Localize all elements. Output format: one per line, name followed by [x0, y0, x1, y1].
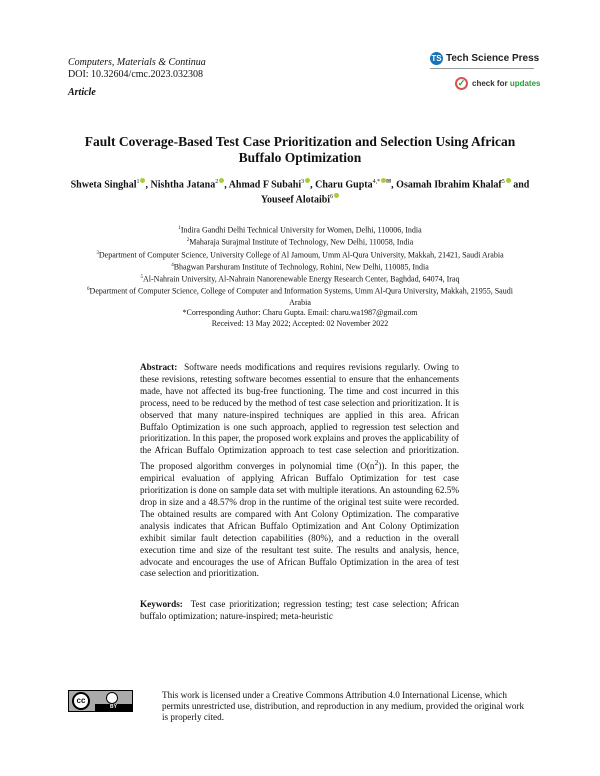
author-affiliation-mark: 6	[330, 194, 334, 201]
affiliations	[80, 224, 520, 329]
affiliation-text: Maharaja Surajmal Institute of Technology, New Delhi, 110058, India	[189, 237, 414, 247]
journal-name: Computers, Materials & Continua	[68, 57, 206, 68]
corresponding-author: *Corresponding Author: Charu Gupta. Email: charu.wa1987@gmail.com	[182, 308, 418, 318]
abstract-label: Abstract:	[140, 362, 178, 372]
affiliation-number: 5	[140, 275, 144, 280]
affiliation-number: 4	[171, 262, 174, 268]
license-text: This work is licensed under a Creative Commons Attribution 4.0 International License, which permits unrestricted use, distribution, and reproduction in any medium, provided the original work is properly cited.	[162, 690, 525, 722]
author-name: Osamah Ibrahim Khalaf	[396, 179, 502, 191]
affiliation-text: Al-Nahrain University, Al-Nahrain Nanorenewable Energy Research Center, Baghdad, 64074, Iraq	[143, 274, 460, 284]
keywords-text: Test case prioritization; regression testing; test case selection; African buffalo optimization; nature-inspired; meta-heuristic	[140, 599, 460, 621]
cc-icon: cc	[72, 692, 90, 710]
check-suffix: updates	[509, 79, 541, 88]
affiliation-text: Department of Computer Science, College of Computer and Information Systems, Umm Al-Qura University, Makkah, 21955, Saudi Arabia	[89, 286, 513, 307]
affiliation-text: Department of Computer Science, University College of Al Jamoum, Umm Al-Qura University, Makkah, 21421, Saudi Arabia	[98, 250, 504, 260]
affiliation-number: 3	[96, 250, 99, 256]
orcid-icon[interactable]	[506, 178, 511, 183]
check-icon: ✓	[455, 77, 468, 90]
author-name: Charu Gupta	[315, 179, 373, 191]
author-name: Ahmad F Subahi	[228, 179, 302, 191]
affiliation-text: Bhagwan Parshuram Institute of Technology, Rohini, New Delhi, 110085, India	[173, 262, 429, 272]
affiliation-item	[80, 261, 520, 273]
affiliation-item	[80, 224, 520, 236]
orcid-icon[interactable]	[140, 178, 145, 183]
abstract-text-2: )). In this paper, the empirical evaluation of applying African Buffalo Optimization for test case prioritization is done on sample data set with multiple iterations. An astounding 62.5% drop in size and a 48.57% drop in the runtime of the original test suite were recorded. The obtained results are compared with Ant Colony Optimization. The comparative analysis indicates that African Buffalo Optimization and Ant Colony Optimization exhibit similar fault detection capabilities (80%), and a reduction in the overall execution time and size of the resultant test suite. The results and analysis, hence, advocate and encourages the use of African Buffalo Optimization in the area of test case selection and prioritization.	[140, 461, 459, 579]
dates: Received: 13 May 2022; Accepted: 02 November 2022	[211, 318, 389, 328]
author-affiliation-mark: 4,*	[372, 179, 381, 185]
affiliation-number: 6	[87, 287, 90, 293]
email-icon[interactable]: ✉	[386, 179, 392, 185]
keywords	[140, 599, 459, 623]
cc-by-license-icon[interactable]	[68, 690, 133, 712]
author-name: Nishtha Jatana	[150, 179, 216, 191]
keywords-label: Keywords:	[140, 599, 183, 609]
affiliation-number: 2	[186, 238, 190, 244]
affiliation-item	[80, 236, 520, 248]
doi[interactable]: DOI: 10.32604/cmc.2023.032308	[68, 69, 203, 80]
publisher-logo	[430, 52, 539, 65]
check-for-updates-button[interactable]	[455, 77, 540, 90]
author-affiliation-mark: 3	[301, 179, 305, 185]
paper-title: Fault Coverage-Based Test Case Prioritization and Selection Using African Buffalo Optimization	[84, 134, 516, 165]
orcid-icon[interactable]	[334, 193, 339, 198]
article-type: Article	[68, 87, 96, 98]
abstract	[140, 362, 459, 580]
affiliation-item	[80, 273, 520, 285]
attribution-icon	[106, 692, 118, 704]
affiliation-text: Indira Gandhi Delhi Technical University for Women, Delhi, 110006, India	[180, 225, 422, 235]
publisher-divider	[430, 68, 534, 69]
publisher-icon: TS	[431, 54, 442, 63]
by-label: BY	[95, 704, 132, 711]
orcid-icon[interactable]	[305, 178, 310, 183]
author-list: Shweta Singhal$^1$ , Nishtha Jatana$^2$ , Ahmad F Subahi$^3$ , Charu Gupta$^{4,*}$ ✉, Osamah Ibrahim Khalaf$^5$ and Youseef Alotaibi$^6$	[70, 176, 530, 207]
abstract-text-1: Software needs modifications and requires revisions regularly. Owing to these revisions, retesting software becomes essential to ensure that the enhancements made, have not affected its bug-free functioning. The time and cost incurred in this process, need to be reduced by the method of test case selection and prioritization. It is observed that many nature-inspired techniques are applied in this area. African Buffalo Optimization is one such approach, applied to regression test selection and prioritization. In this paper, the proposed work explains and proves the applicability of the African Buffalo Optimization approach to test case selection and prioritization. The proposed algorithm converges in polynomial time (O(n	[140, 362, 460, 472]
publisher-name: Tech Science Press	[446, 53, 540, 64]
affiliation-number: 1	[178, 226, 181, 231]
check-prefix: check for	[472, 79, 508, 88]
affiliation-item	[80, 285, 520, 308]
affiliation-item	[80, 249, 520, 261]
abstract-exponent: 2	[374, 458, 379, 468]
orcid-icon[interactable]	[219, 178, 224, 183]
author-name: Shweta Singhal	[70, 179, 137, 191]
author-affiliation-mark: 1	[136, 179, 140, 185]
author-name: Youseef Alotaibi	[260, 194, 331, 206]
journal-header	[68, 57, 206, 99]
author-affiliation-mark: 5	[501, 179, 505, 185]
author-affiliation-mark: 2	[215, 179, 219, 185]
